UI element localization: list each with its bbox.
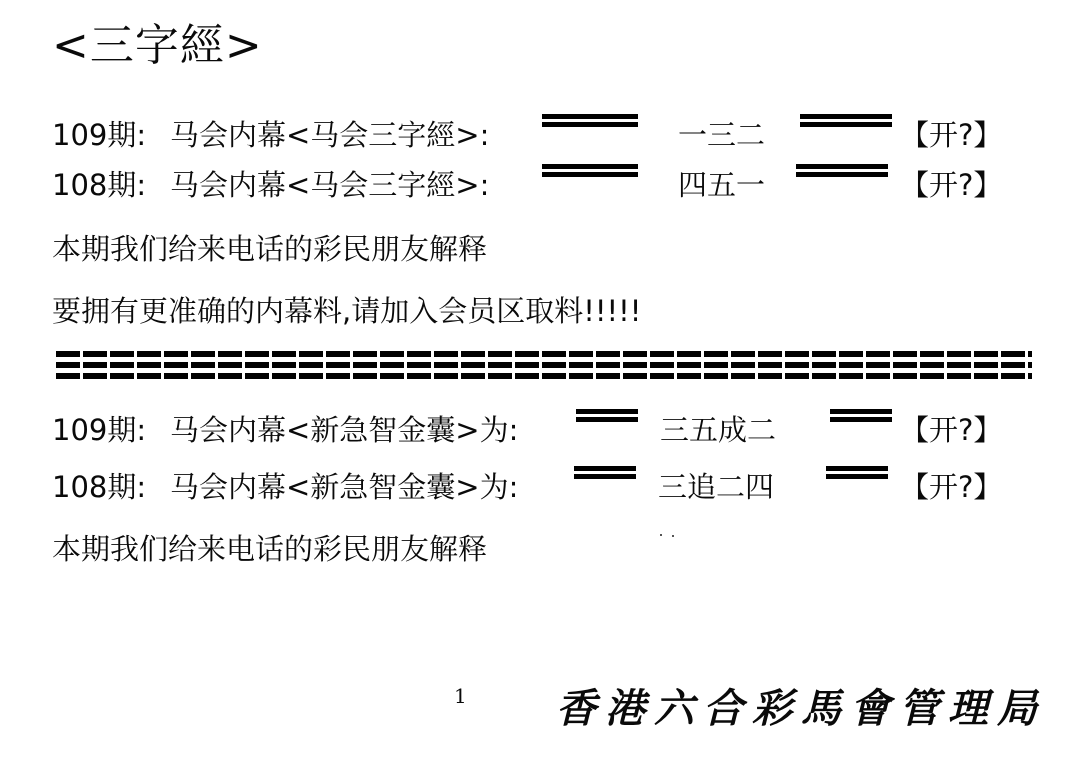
source-label: 马会内幕<新急智金囊>为: bbox=[170, 413, 519, 447]
page-title: <三字經> bbox=[52, 20, 263, 71]
hidden-result-bars bbox=[796, 164, 888, 177]
hidden-result-bars bbox=[830, 409, 892, 422]
publisher-signature: 香港六合彩馬會管理局 bbox=[556, 685, 1046, 732]
issue-label: 109期: bbox=[52, 413, 147, 447]
hidden-number-bars bbox=[542, 164, 638, 177]
result-bracket: 【开?】 bbox=[900, 168, 1003, 202]
hidden-number-bars bbox=[542, 114, 638, 127]
prediction-numbers: 四五一 bbox=[678, 168, 766, 202]
prediction-numbers: 一三二 bbox=[678, 118, 766, 152]
hidden-result-bars bbox=[826, 466, 888, 479]
result-bracket: 【开?】 bbox=[900, 470, 1003, 504]
note-text: 本期我们给来电话的彩民朋友解释 bbox=[52, 232, 488, 266]
issue-label: 108期: bbox=[52, 168, 147, 202]
hidden-result-bars bbox=[800, 114, 892, 127]
promo-text: 要拥有更准确的内幕料,请加入会员区取料!!!!! bbox=[52, 294, 642, 328]
hidden-number-bars bbox=[576, 409, 638, 422]
note-text: 本期我们给来电话的彩民朋友解释 bbox=[52, 532, 488, 566]
issue-label: 108期: bbox=[52, 470, 147, 504]
source-label: 马会内幕<新急智金囊>为: bbox=[170, 470, 519, 504]
section-divider bbox=[56, 351, 1032, 385]
source-label: 马会内幕<马会三字經>: bbox=[170, 168, 490, 202]
scan-speck bbox=[672, 535, 674, 537]
result-bracket: 【开?】 bbox=[900, 118, 1003, 152]
source-label: 马会内幕<马会三字經>: bbox=[170, 118, 490, 152]
page-number: 1 bbox=[454, 684, 467, 708]
scan-speck bbox=[660, 534, 662, 536]
result-bracket: 【开?】 bbox=[900, 413, 1003, 447]
issue-label: 109期: bbox=[52, 118, 147, 152]
prediction-numbers: 三追二四 bbox=[658, 470, 775, 504]
hidden-number-bars bbox=[574, 466, 636, 479]
prediction-numbers: 三五成二 bbox=[660, 413, 777, 447]
